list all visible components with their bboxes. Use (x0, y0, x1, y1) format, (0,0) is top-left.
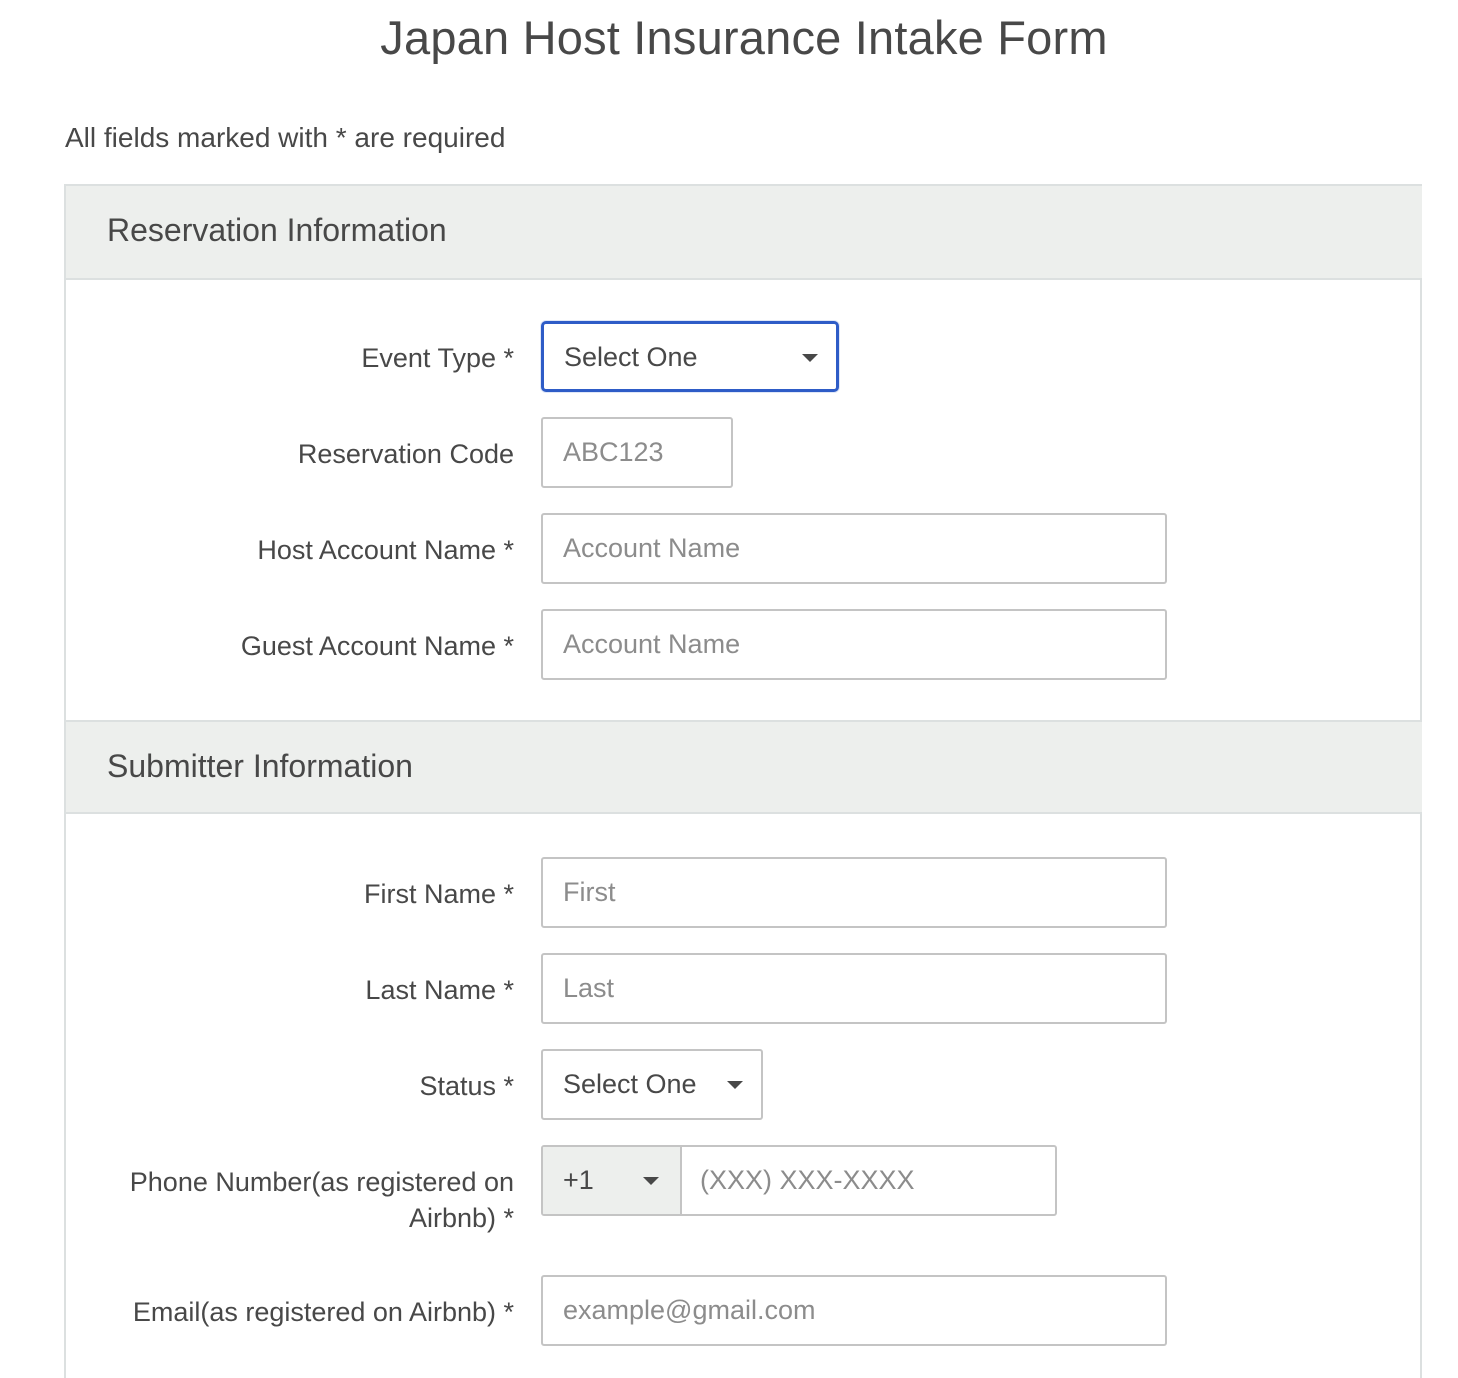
event-type-select[interactable] (541, 321, 839, 392)
caret-down-icon (643, 1177, 659, 1185)
page-title: Japan Host Insurance Intake Form (380, 11, 1108, 64)
caret-down-icon (802, 354, 818, 362)
phone-number-label-line2: Airbnb) * (408, 1203, 514, 1233)
email-label: Email(as registered on Airbnb) * (132, 1297, 514, 1327)
guest-account-name-input[interactable] (541, 609, 1167, 680)
host-account-name-label: Host Account Name * (257, 535, 514, 565)
section-title-reservation: Reservation Information (107, 212, 447, 248)
host-account-name-input[interactable] (541, 513, 1167, 584)
event-type-selected-value: Select One (564, 342, 698, 372)
reservation-code-input[interactable] (541, 417, 733, 488)
country-code-select[interactable] (543, 1147, 682, 1214)
required-fields-note: All fields marked with * are required (65, 122, 506, 153)
status-label: Status * (419, 1071, 514, 1101)
last-name-label: Last Name * (365, 975, 514, 1005)
first-name-input[interactable] (541, 857, 1167, 928)
form-card (64, 184, 1422, 1378)
first-name-label: First Name * (363, 879, 514, 909)
section-header-submitter (66, 720, 1422, 814)
section-header-reservation (66, 186, 1422, 280)
caret-down-icon (727, 1081, 743, 1089)
phone-number-label-line1: Phone Number(as registered on (129, 1167, 514, 1197)
status-select[interactable] (541, 1049, 763, 1120)
email-input[interactable] (541, 1275, 1167, 1346)
guest-account-name-label: Guest Account Name * (240, 631, 514, 661)
phone-number-group (541, 1145, 1057, 1216)
phone-number-input[interactable] (682, 1147, 1055, 1214)
last-name-input[interactable] (541, 953, 1167, 1024)
event-type-label: Event Type * (361, 343, 514, 373)
phone-number-label (64, 1164, 514, 1236)
country-code-value: +1 (563, 1165, 594, 1195)
section-title-submitter: Submitter Information (107, 748, 413, 784)
reservation-code-label: Reservation Code (297, 439, 514, 469)
status-selected-value: Select One (563, 1069, 697, 1099)
